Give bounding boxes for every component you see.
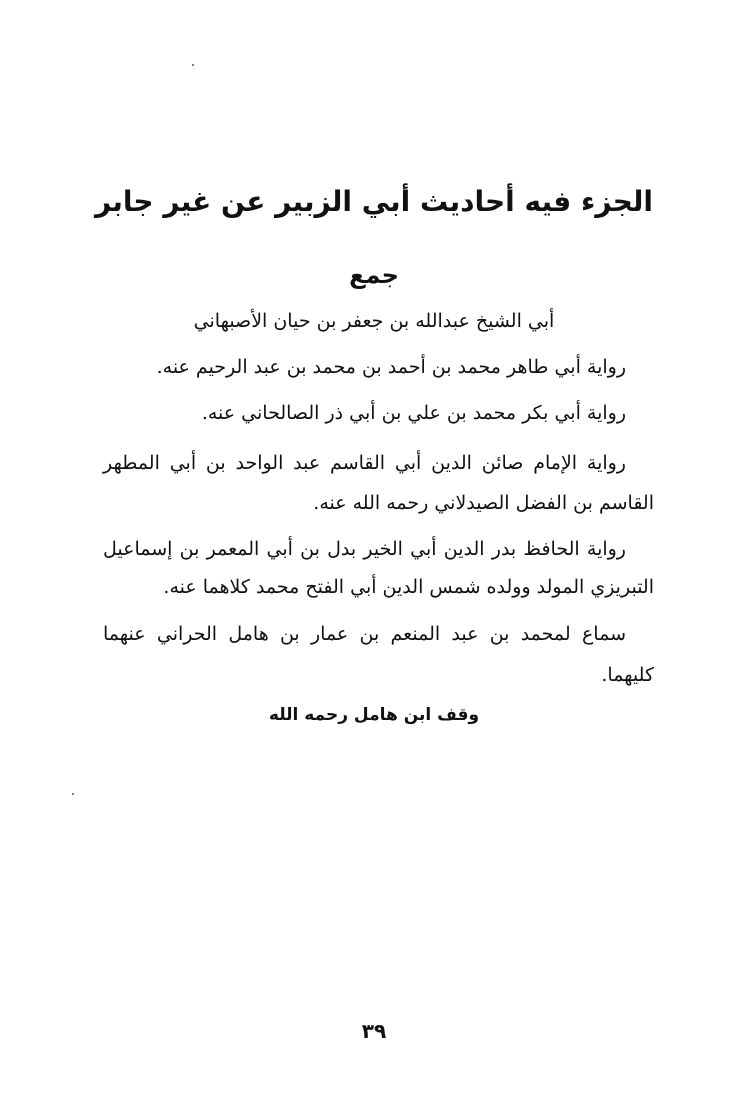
transmission-line-3b: القاسم بن الفضل الصيدلاني رحمه الله عنه. — [313, 492, 654, 514]
transmission-line-3a: رواية الإمام صائن الدين أبي القاسم عبد الواحد بن أبي المطهر — [103, 452, 626, 474]
scan-speck — [192, 64, 194, 66]
transmission-line-4b: التبريزي المولد وولده شمس الدين أبي الفتح محمد كلاهما عنه. — [163, 576, 654, 598]
compiled-by-label: جمع — [349, 261, 399, 289]
transmission-line-4a: رواية الحافظ بدر الدين أبي الخير بدل بن أبي المعمر بن إسماعيل — [103, 538, 626, 560]
transmission-line-1: رواية أبي طاهر محمد بن أحمد بن محمد بن عبد الرحيم عنه. — [156, 356, 626, 378]
audition-line-b: كليهما. — [601, 664, 654, 686]
page-number: ٣٩ — [361, 1019, 387, 1043]
endowment-note: وقف ابن هامل رحمه الله — [268, 705, 480, 725]
scan-speck — [72, 793, 74, 795]
book-title: الجزء فيه أحاديث أبي الزبير عن غير جابر — [94, 185, 654, 218]
author-name: أبي الشيخ عبدالله بن جعفر بن حيان الأصبهاني — [193, 310, 555, 332]
transmission-line-2: رواية أبي بكر محمد بن علي بن أبي ذر الصالحاني عنه. — [201, 402, 626, 424]
audition-line-a: سماع لمحمد بن عبد المنعم بن عمار بن هامل الحراني عنهما — [103, 623, 626, 645]
